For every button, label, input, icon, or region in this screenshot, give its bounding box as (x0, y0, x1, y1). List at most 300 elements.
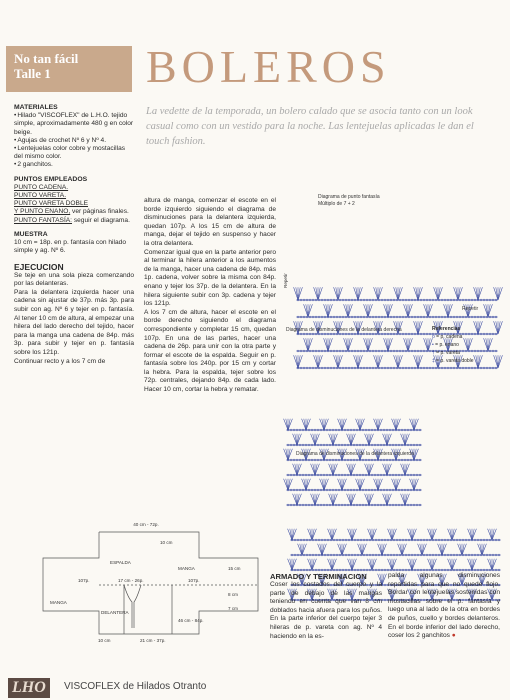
chain-mark (410, 429, 412, 431)
assembly-heading: ARMADO Y TERMINACION (270, 572, 367, 581)
chain-mark (366, 569, 368, 571)
chain-mark (363, 569, 365, 571)
chain-mark (339, 569, 341, 571)
chain-mark (339, 539, 341, 541)
chain-mark (300, 539, 302, 541)
stitch-mark (412, 419, 414, 430)
chain-mark (419, 444, 421, 446)
chain-mark (336, 316, 338, 318)
legend-item: • = p. enano (432, 342, 459, 348)
chain-mark (339, 299, 341, 301)
stitch-mark (292, 559, 294, 570)
stitch-mark (306, 304, 308, 317)
footer-text: VISCOFLEX de Hilados Otranto (64, 681, 207, 692)
stitch-mark (304, 304, 308, 317)
stitch-mark (372, 559, 376, 570)
chain-mark (456, 539, 458, 541)
chain-mark (432, 299, 434, 301)
stitch-mark (412, 529, 416, 540)
chain-mark (438, 554, 440, 556)
stitch-mark (334, 287, 338, 300)
legend-item: o = p. cadena (432, 334, 463, 340)
chain-mark (335, 429, 337, 431)
stitch-mark (470, 529, 472, 540)
label-delantera: DELANTERA (101, 610, 129, 615)
chain-mark (366, 299, 368, 301)
stitch-mark (452, 559, 454, 570)
stitch-mark (328, 529, 332, 540)
stitch-mark (284, 419, 288, 430)
chain-mark (414, 299, 416, 301)
chain-mark (384, 554, 386, 556)
stitch-mark (405, 434, 407, 445)
chain-mark (480, 539, 482, 541)
chain-mark (453, 299, 455, 301)
chain-mark (320, 429, 322, 431)
chain-mark (342, 569, 344, 571)
chain-mark (405, 554, 407, 556)
chain-mark (486, 569, 488, 571)
stitch-mark (383, 434, 387, 445)
chain-mark (333, 539, 335, 541)
chain-mark (405, 569, 407, 571)
chain-mark (417, 539, 419, 541)
dim-bottom1: 46 cm - 84p. (178, 618, 204, 623)
chain-mark (345, 569, 347, 571)
chain-mark (420, 299, 422, 301)
stitch-mark (452, 559, 456, 570)
page-title: BOLEROS (146, 41, 391, 92)
chain-mark (432, 367, 434, 369)
stitch-mark (368, 559, 372, 570)
chain-mark (291, 554, 293, 556)
stitch-mark (394, 419, 396, 430)
chain-mark (410, 444, 412, 446)
chain-mark (447, 554, 449, 556)
stitch-mark (382, 544, 384, 555)
chain-mark (480, 569, 482, 571)
chain-mark (383, 444, 385, 446)
chain-mark (408, 539, 410, 541)
stitch-mark (312, 559, 316, 570)
chain-mark (444, 316, 446, 318)
chain-mark (336, 569, 338, 571)
stitch-mark (350, 529, 352, 540)
chain-mark (384, 599, 386, 601)
stitch-mark (296, 287, 298, 300)
stitch-mark (302, 544, 306, 555)
chain-mark (300, 316, 302, 318)
chain-mark (426, 539, 428, 541)
chain-mark (330, 554, 332, 556)
chain-mark (480, 367, 482, 369)
chain-mark (375, 554, 377, 556)
chain-mark (462, 367, 464, 369)
stitches-list (14, 184, 134, 225)
stitch-mark (446, 304, 448, 317)
stitch-mark (480, 544, 482, 555)
stitch-mark (308, 304, 312, 317)
chain-mark (347, 429, 349, 431)
stitch-mark (368, 304, 372, 317)
stitch-mark (388, 304, 392, 317)
chain-mark (459, 554, 461, 556)
stitch-mark (328, 304, 332, 317)
stitch-mark (434, 287, 438, 300)
chain-mark (404, 429, 406, 431)
chain-mark (351, 299, 353, 301)
chain-mark (348, 569, 350, 571)
chain-mark (342, 299, 344, 301)
stitch-mark (306, 419, 310, 430)
stitch-mark (369, 434, 373, 445)
stitch-mark (333, 434, 335, 445)
assembly-col1 (270, 572, 382, 641)
chain-mark (354, 569, 356, 571)
chain-mark (471, 554, 473, 556)
stitch-mark (336, 287, 338, 300)
chain-mark (477, 539, 479, 541)
chain-mark (444, 539, 446, 541)
chain-mark (435, 554, 437, 556)
chain-mark (360, 569, 362, 571)
chain-mark (354, 316, 356, 318)
chain-mark (492, 316, 494, 318)
stitch-mark (392, 559, 396, 570)
chain-mark (329, 444, 331, 446)
chain-mark (423, 299, 425, 301)
stitch-mark (376, 287, 378, 300)
stitch-mark (416, 287, 418, 300)
chain-mark (480, 299, 482, 301)
stitch-mark (405, 434, 409, 445)
chain-mark (345, 554, 347, 556)
chain-mark (459, 569, 461, 571)
chain-mark (435, 367, 437, 369)
stitch-mark (492, 559, 496, 570)
chain-mark (339, 316, 341, 318)
stitch-item: PUNTO VARETA. (14, 192, 67, 200)
stitch-mark (364, 304, 368, 317)
chain-mark (407, 429, 409, 431)
chain-mark (393, 299, 395, 301)
stitch-mark (390, 559, 392, 570)
chain-mark (450, 367, 452, 369)
chain-mark (402, 569, 404, 571)
stitch-mark (428, 559, 432, 570)
chain-mark (290, 444, 292, 446)
chain-mark (345, 316, 347, 318)
stitch-fantasy-label: PUNTO FANTASÍA: (14, 216, 73, 224)
chain-mark (492, 367, 494, 369)
chain-mark (474, 367, 476, 369)
chain-mark (294, 569, 296, 571)
stitch-mark (410, 529, 412, 540)
stitch-mark (292, 559, 296, 570)
chain-mark (393, 554, 395, 556)
chain-mark (315, 554, 317, 556)
chain-mark (384, 299, 386, 301)
chain-mark (450, 554, 452, 556)
chain-mark (477, 569, 479, 571)
stitch-mark (472, 529, 476, 540)
dim-107-left: 107p. (78, 578, 90, 583)
chain-mark (423, 539, 425, 541)
stitch-mark (414, 321, 418, 334)
chain-mark (293, 429, 295, 431)
stitch-mark (350, 559, 352, 570)
chain-mark (468, 539, 470, 541)
stitch-mark (384, 304, 388, 317)
stitch-mark (349, 434, 351, 445)
chain-mark (356, 429, 358, 431)
stitch-mark (290, 529, 292, 540)
stitch-mark (290, 559, 292, 570)
stitch-mark (432, 529, 436, 540)
stitch-mark (332, 559, 336, 570)
chain-mark (465, 316, 467, 318)
stitch-mark (288, 419, 292, 430)
chain-mark (438, 539, 440, 541)
chain-mark (429, 367, 431, 369)
chain-mark (471, 299, 473, 301)
chain-mark (447, 367, 449, 369)
stitch-mark (378, 544, 382, 555)
chain-mark (399, 554, 401, 556)
chain-mark (489, 569, 491, 571)
chain-mark (462, 569, 464, 571)
stitch-mark (338, 287, 342, 300)
chain-mark (314, 429, 316, 431)
chain-mark (309, 299, 311, 301)
stitch-mark (442, 544, 444, 555)
chain-mark (392, 444, 394, 446)
chain-mark (444, 367, 446, 369)
chain-mark (399, 569, 401, 571)
chain-mark (348, 539, 350, 541)
chain-mark (498, 569, 500, 571)
stitch-mark (472, 559, 474, 570)
stitch-mark (452, 529, 454, 540)
chain-mark (402, 299, 404, 301)
chain-mark (435, 316, 437, 318)
chain-mark (423, 316, 425, 318)
chain-mark (345, 539, 347, 541)
stitch-mark (468, 559, 472, 570)
stitch-mark (372, 559, 374, 570)
chain-mark (381, 299, 383, 301)
stitch-mark (472, 529, 474, 540)
stitch-mark (332, 559, 334, 570)
chain-mark (330, 316, 332, 318)
stitch-mark (416, 321, 418, 334)
stitch-mark (448, 559, 452, 570)
stitch-mark (458, 287, 462, 300)
chain-mark (489, 316, 491, 318)
chain-mark (486, 367, 488, 369)
chain-mark (498, 539, 500, 541)
chain-mark (342, 539, 344, 541)
chain-mark (423, 569, 425, 571)
list-item: • 2 ganchitos. (14, 161, 134, 169)
chain-mark (495, 299, 497, 301)
chain-mark (453, 316, 455, 318)
stitch-diagram-fantasy (284, 208, 504, 310)
chain-mark (456, 554, 458, 556)
chain-mark (438, 316, 440, 318)
chain-mark (341, 444, 343, 446)
chain-mark (308, 429, 310, 431)
stitch-mark (412, 529, 414, 540)
stitch-mark (484, 304, 488, 317)
dim-right2: 8 cm (228, 592, 238, 597)
chain-mark (300, 299, 302, 301)
stitch-mark (392, 529, 394, 540)
chain-mark (375, 569, 377, 571)
stitch-mark (347, 434, 351, 445)
brand-logo: LHO (8, 678, 50, 698)
chain-mark (447, 569, 449, 571)
chain-mark (396, 539, 398, 541)
chain-mark (453, 569, 455, 571)
chain-mark (326, 429, 328, 431)
stitch-mark (369, 434, 371, 445)
list-item: • Hilado "VISCOFLEX" de L.H.O. tejido simple, aproximadamente 480 g en color beige. (14, 112, 134, 137)
stitch-mark (328, 304, 330, 317)
chain-mark (416, 429, 418, 431)
stitch-mark (348, 304, 350, 317)
chain-mark (287, 444, 289, 446)
chain-mark (311, 429, 313, 431)
chain-mark (459, 539, 461, 541)
stitch-mark (418, 544, 422, 555)
stitch-mark (420, 544, 422, 555)
stitch-mark (311, 434, 315, 445)
stitch-mark (438, 287, 440, 300)
dim-107-right: 107p. (188, 578, 200, 583)
assembly-p1: Coser los costados del cuerpo y la parte de debajo de las mangas teniendo en cuenta que van 8 cm doblados hacia afuera para los puños. En la parte inferior del cuerpo tejer 3 hileras de p. vareta con ag. Nº 4 haciendo en la es- (270, 581, 382, 640)
chain-mark (302, 444, 304, 446)
stitch-mark (372, 529, 376, 540)
chain-mark (363, 539, 365, 541)
chain-mark (357, 539, 359, 541)
chain-mark (486, 299, 488, 301)
chain-mark (414, 539, 416, 541)
stitch-mark (322, 544, 326, 555)
chain-mark (297, 316, 299, 318)
chain-mark (444, 299, 446, 301)
chain-mark (441, 316, 443, 318)
chain-mark (363, 554, 365, 556)
stitch-mark (440, 544, 442, 555)
stitch-mark (318, 287, 322, 300)
chain-mark (396, 554, 398, 556)
chain-mark (407, 444, 409, 446)
stitch-mark (362, 544, 366, 555)
chain-mark (374, 429, 376, 431)
chain-mark (474, 554, 476, 556)
chain-mark (495, 367, 497, 369)
chain-mark (408, 554, 410, 556)
stitch-mark (329, 434, 333, 445)
chain-mark (389, 429, 391, 431)
stitch-mark (378, 287, 380, 300)
stitch-mark (322, 544, 324, 555)
stitch-mark (300, 544, 302, 555)
stitch-mark (286, 419, 288, 430)
stitch-mark (293, 434, 297, 445)
chain-mark (402, 539, 404, 541)
chain-mark (495, 554, 497, 556)
chain-mark (495, 316, 497, 318)
chain-mark (384, 584, 386, 586)
chain-mark (474, 539, 476, 541)
stitch-mark (492, 529, 494, 540)
chain-mark (372, 316, 374, 318)
stitch-mark (494, 287, 498, 300)
stitch-mark (320, 419, 324, 430)
stitch-mark (418, 287, 422, 300)
stitch-mark (294, 287, 298, 300)
chain-mark (444, 554, 446, 556)
chain-mark (321, 569, 323, 571)
stitch-mark (438, 544, 442, 555)
stitches-heading: PUNTOS EMPLEADOS (14, 175, 88, 183)
chain-mark (357, 316, 359, 318)
chain-mark (414, 554, 416, 556)
stitch-mark (403, 434, 405, 445)
stitch-mark (392, 529, 396, 540)
stitch-mark (386, 304, 388, 317)
chain-mark (312, 299, 314, 301)
stitch-mark (492, 529, 496, 540)
stitch-mark (358, 287, 362, 300)
sample-heading: MUESTRA (14, 230, 48, 238)
chain-mark (441, 539, 443, 541)
chain-mark (474, 569, 476, 571)
stitch-mark (338, 544, 342, 555)
stitch-mark (488, 529, 492, 540)
stitch-mark (352, 529, 356, 540)
chain-mark (441, 367, 443, 369)
stitch-mark (385, 434, 387, 445)
chain-mark (447, 539, 449, 541)
chain-mark (309, 554, 311, 556)
chain-mark (318, 569, 320, 571)
chain-mark (362, 429, 364, 431)
chain-mark (438, 569, 440, 571)
stitch-mark (298, 287, 302, 300)
diagram1-subtitle: Múltiplo de 7 + 2 (318, 201, 355, 207)
stitch-mark (338, 419, 342, 430)
chain-mark (327, 554, 329, 556)
stitch-mark (358, 287, 360, 300)
chain-mark (303, 539, 305, 541)
list-item: • Agujas de crochet Nº 6 y Nº 4. (14, 137, 134, 145)
stitch-note: ver páginas finales. (70, 208, 129, 216)
chain-mark (384, 539, 386, 541)
chain-mark (294, 554, 296, 556)
chain-mark (303, 554, 305, 556)
stitch-mark (333, 434, 337, 445)
legend-item: ‡ = p. vareta doble (432, 358, 474, 364)
execution-p2: Para la delantera izquierda hacer una cadena sin ajustar de 37p. más 3p. para subir con ag. Nº 6 y tejer en p. fantasía. Al tener 10 cm de altura, al empezar una hilera del lado derecho del tejido, hacer para la manga una cadena de 84p. más 3p. para subir y tejer en p. fantasía sobre los 121p. (14, 288, 134, 356)
chain-mark (398, 444, 400, 446)
stitch-mark (368, 304, 370, 317)
stitch-mark (398, 544, 402, 555)
chain-mark (369, 569, 371, 571)
chain-mark (459, 367, 461, 369)
